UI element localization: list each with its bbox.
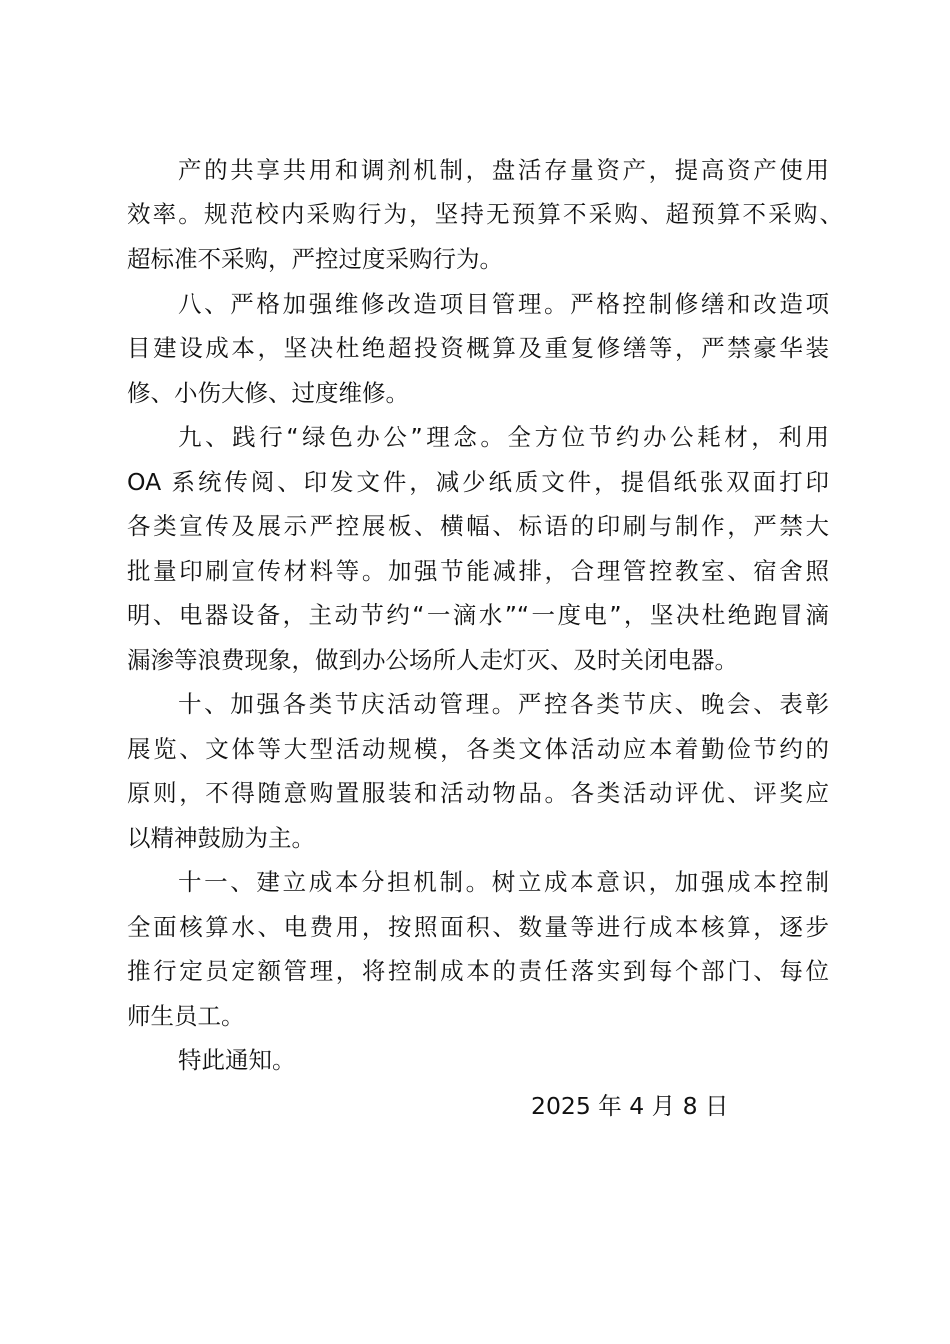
section-9-heading-line: 九、践行“绿色办公”理念。全方位节约办公耗材，利用 (178, 423, 829, 451)
paragraph-line: 修、小伤大修、过度维修。 (127, 379, 409, 407)
paragraph-line: 推行定员定额管理，将控制成本的责任落实到每个部门、每位 (127, 957, 829, 985)
paragraph-line: 各类宣传及展示严控展板、横幅、标语的印刷与制作，严禁大 (127, 512, 829, 540)
paragraph-line: 超标准不采购，严控过度采购行为。 (127, 245, 503, 273)
document-date: 2025 年 4 月 8 日 (531, 1092, 729, 1120)
paragraph-line: 批量印刷宣传材料等。加强节能减排，合理管控教室、宿舍照 (127, 557, 829, 585)
closing-line: 特此通知。 (178, 1046, 296, 1074)
paragraph-line: 以精神鼓励为主。 (127, 824, 315, 852)
paragraph-line: 明、电器设备，主动节约“一滴水”“一度电”，坚决杜绝跑冒滴 (127, 601, 829, 629)
paragraph-line: 目建设成本，坚决杜绝超投资概算及重复修缮等，严禁豪华装 (127, 334, 829, 362)
paragraph-line: 效率。规范校内采购行为，坚持无预算不采购、超预算不采购、 (127, 200, 843, 228)
paragraph-line: 师生员工。 (127, 1002, 245, 1030)
paragraph-line: 全面核算水、电费用，按照面积、数量等进行成本核算，逐步 (127, 913, 829, 941)
section-11-heading-line: 十一、建立成本分担机制。树立成本意识，加强成本控制 (178, 868, 829, 896)
section-8-heading-line: 八、严格加强维修改造项目管理。严格控制修缮和改造项 (178, 290, 829, 318)
paragraph-line: 原则，不得随意购置服装和活动物品。各类活动评优、评奖应 (127, 779, 829, 807)
paragraph-line: 展览、文体等大型活动规模，各类文体活动应本着勤俭节约的 (127, 735, 829, 763)
paragraph-line: 产的共享共用和调剂机制，盘活存量资产，提高资产使用 (178, 156, 829, 184)
paragraph-line: OA 系统传阅、印发文件，减少纸质文件，提倡纸张双面打印 (127, 468, 829, 496)
paragraph-line: 漏渗等浪费现象，做到办公场所人走灯灭、及时关闭电器。 (127, 646, 738, 674)
section-10-heading-line: 十、加强各类节庆活动管理。严控各类节庆、晚会、表彰 (178, 690, 829, 718)
